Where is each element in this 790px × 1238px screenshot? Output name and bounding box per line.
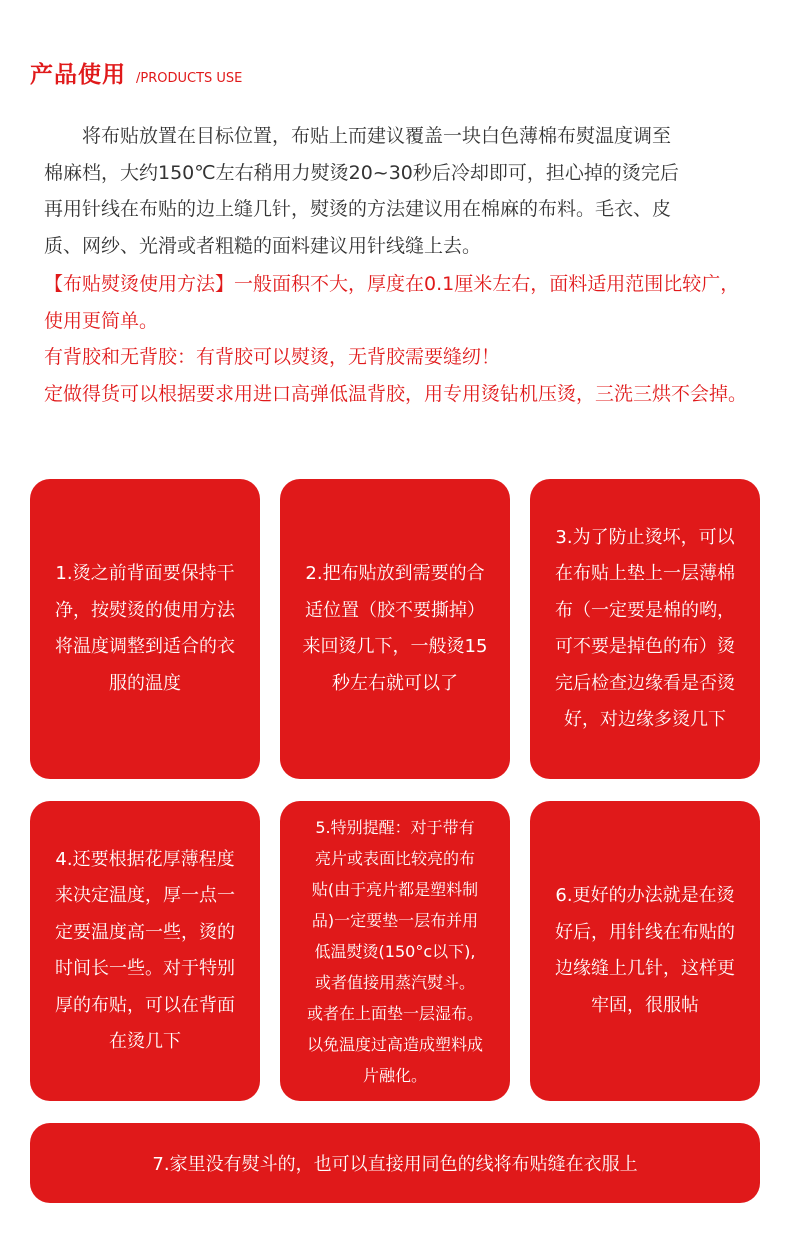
note-ironing-method: 【布贴熨烫使用方法】一般面积不大，厚度在0.1厘米左右，面料适用范围比较广，使用更简单。 [44, 273, 740, 332]
step-card-5 [280, 801, 510, 1101]
step-card-6 [530, 801, 760, 1101]
intro-paragraph: 将布贴放置在目标位置，布贴上而建议覆盖一块白色薄棉布熨温度调至 棉麻档，大约150℃左右稍用力熨烫20~30秒后冷却即可，担心掉的烫完后 再用针线在布贴的边上缝几针，熨烫的方法建议用在棉麻的布料。毛衣、皮 质、网纱、光滑或者粗糙的面料建议用针线缝上去。 [44, 125, 679, 257]
step-card-4 [30, 801, 260, 1101]
step-card-3 [530, 479, 760, 779]
usage-notes [44, 266, 752, 412]
step-text-2: 2.把布贴放到需要的合 适位置（胶不要撕掉） 来回烫几下，一般烫15 秒左右就可以了 [302, 563, 488, 694]
note-adhesive-backing: 有背胶和无背胶：有背胶可以熨烫，无背胶需要缝纫！ [44, 346, 501, 368]
step-text-1: 1.烫之前背面要保持干 净，按熨烫的使用方法 将温度调整到适合的衣 服的温度 [55, 563, 235, 694]
step-card-1 [30, 479, 260, 779]
step-card-7 [30, 1123, 760, 1203]
step-text-6: 6.更好的办法就是在烫 好后，用针线在布贴的 边缘缝上几针，这样更 牢固，很服帖 [555, 885, 735, 1016]
step-text-3: 3.为了防止烫坏，可以 在布贴上垫上一层薄棉 布（一定要是棉的哟， 可不要是掉色的布）烫 完后检查边缘看是否烫 好，对边缘多烫几下 [555, 526, 735, 730]
note-custom-order: 定做得货可以根据要求用进口高弹低温背胶，用专用烫钻机压烫，三洗三烘不会掉。 [44, 382, 748, 405]
step-text-7: 7.家里没有熨斗的，也可以直接用同色的线将布贴缝在衣服上 [152, 1154, 638, 1175]
section-header [30, 56, 242, 89]
section-subtitle: /PRODUCTS USE [136, 71, 243, 86]
section-title: 产品使用 [30, 62, 126, 88]
step-card-2 [280, 479, 510, 779]
step-text-5: 5.特别提醒：对于带有 亮片或表面比较亮的布 贴(由于亮片都是塑料制 品)一定要垫一层布并用 低温熨烫(150°c以下), 或者值接用蒸汽熨斗。 或者在上面垫一层湿布。 以免温度过高造成塑料成 片融化。 [306, 817, 483, 1085]
step-text-4: 4.还要根据花厚薄程度 来决定温度，厚一点一 定要温度高一些，烫的 时间长一些。对于特别 厚的布贴，可以在背面 在烫几下 [55, 848, 235, 1052]
